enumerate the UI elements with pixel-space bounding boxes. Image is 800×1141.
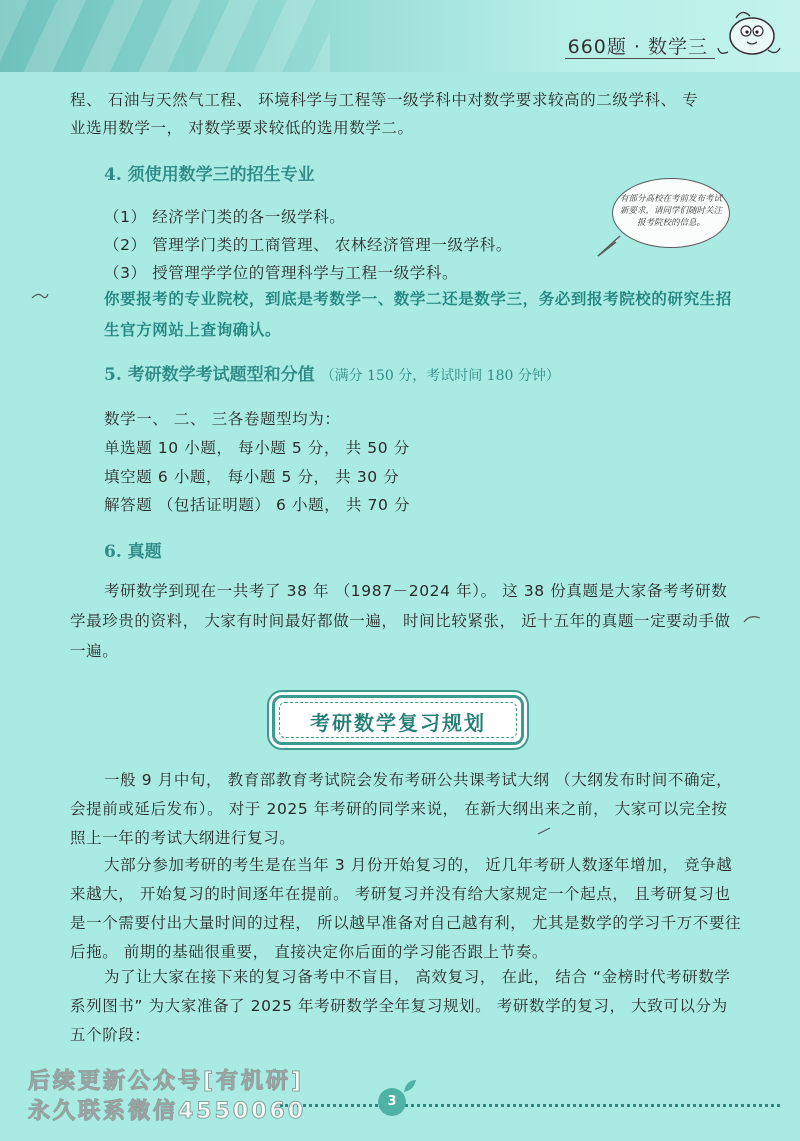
section4-item-1: （1） 经济学门类的各一级学科。 <box>104 208 346 226</box>
header-title: 660题 · 数学三 <box>567 36 708 58</box>
speech-bubble: 有部分高校在考前发布考试新要求，请同学们随时关注报考院校的信息。 <box>612 178 730 248</box>
footer-dotted-line <box>280 1104 780 1107</box>
section-banner <box>272 695 524 745</box>
scribble-mark-icon <box>742 612 762 626</box>
speech-bubble-tail <box>596 234 624 258</box>
cartoon-creature-icon <box>716 6 782 62</box>
section5-line-2: 单选题 10 小题， 每小题 5 分， 共 50 分 <box>104 439 410 457</box>
section6-heading: 6. 真题 <box>104 542 162 562</box>
plan-paragraph-1: 一般 9 月中旬， 教育部教育考试院会发布考研公共课考试大纲 （大纲发布时间不确定， 会提前或延后发布）。 对于 2025 年考研的同学来说， 在新大纲出来之前， 大家可以完全按照上一年的考试大纲进行复习。 <box>70 771 733 847</box>
section4-emphasis: 你要报考的专业院校，到底是考数学一、数学二还是数学三，务必到报考院校的研究生招生官方网站上查询确认。 <box>104 290 732 339</box>
plan-paragraph-3: 为了让大家在接下来的复习备考中不盲目， 高效复习， 在此， 结合 “金榜时代考研数学系列图书” 为大家准备了 2025 年考研数学全年复习规划。 考研数学的复习， 大致可以分为五个阶段： <box>70 968 731 1044</box>
plan-paragraph-2: 大部分参加考研的考生是在当年 3 月份开始复习的， 近几年考研人数逐年增加， 竞争越来越大， 开始复习的时间逐年在提前。 考研复习并没有给大家规定一个起点， 且考研复习也是一个需要付出大量时间的过程， 所以越早准备对自己越有利， 尤其是数学的学习千万不要往后拖。 前期的基础很重要， 直接决定你后面的学习能否跟上节奏。 <box>70 856 742 961</box>
scribble-mark-icon <box>536 826 552 836</box>
section4-item-3: （3） 授管理学学位的管理科学与工程一级学科。 <box>104 264 459 282</box>
watermark-line-2: 永久联系微信4550060 <box>28 1099 307 1124</box>
header-rule <box>565 58 715 59</box>
section5-heading-sub: （满分 150 分，考试时间 180 分钟） <box>320 368 560 384</box>
section5-heading <box>104 360 560 385</box>
section6-paragraph: 考研数学到现在一共考了 38 年 （1987－2024 年）。 这 38 份真题是大家备考考研数学最珍贵的资料， 大家有时间最好都做一遍， 时间比较紧张， 近十五年的真题一定要动手做一遍。 <box>70 582 731 660</box>
banner-title: 考研数学复习规划 <box>310 711 486 735</box>
intro-line-2: 业选用数学一， 对数学要求较低的选用数学二。 <box>70 119 414 137</box>
section4-heading: 4. 须使用数学三的招生专业 <box>104 165 315 185</box>
watermark-line-1: 后续更新公众号[有机研] <box>28 1069 305 1094</box>
section5-line-3: 填空题 6 小题， 每小题 5 分， 共 30 分 <box>104 468 400 486</box>
intro-line-1: 程、 石油与天然气工程、 环境科学与工程等一级学科中对数学要求较高的二级学科、 专 <box>70 91 699 109</box>
leaf-decoration-icon <box>402 1078 418 1094</box>
section5-heading-text: 5. 考研数学考试题型和分值 <box>104 365 315 385</box>
section5-line-4: 解答题 （包括证明题） 6 小题， 共 70 分 <box>104 496 411 514</box>
page-number: 3 <box>378 1088 406 1116</box>
section5-line-1: 数学一、 二、 三各卷题型均为： <box>104 410 341 428</box>
section4-item-2: （2） 管理学门类的工商管理、 农林经济管理一级学科。 <box>104 236 512 254</box>
scribble-mark-icon <box>30 290 50 302</box>
header-stripes <box>0 0 330 72</box>
